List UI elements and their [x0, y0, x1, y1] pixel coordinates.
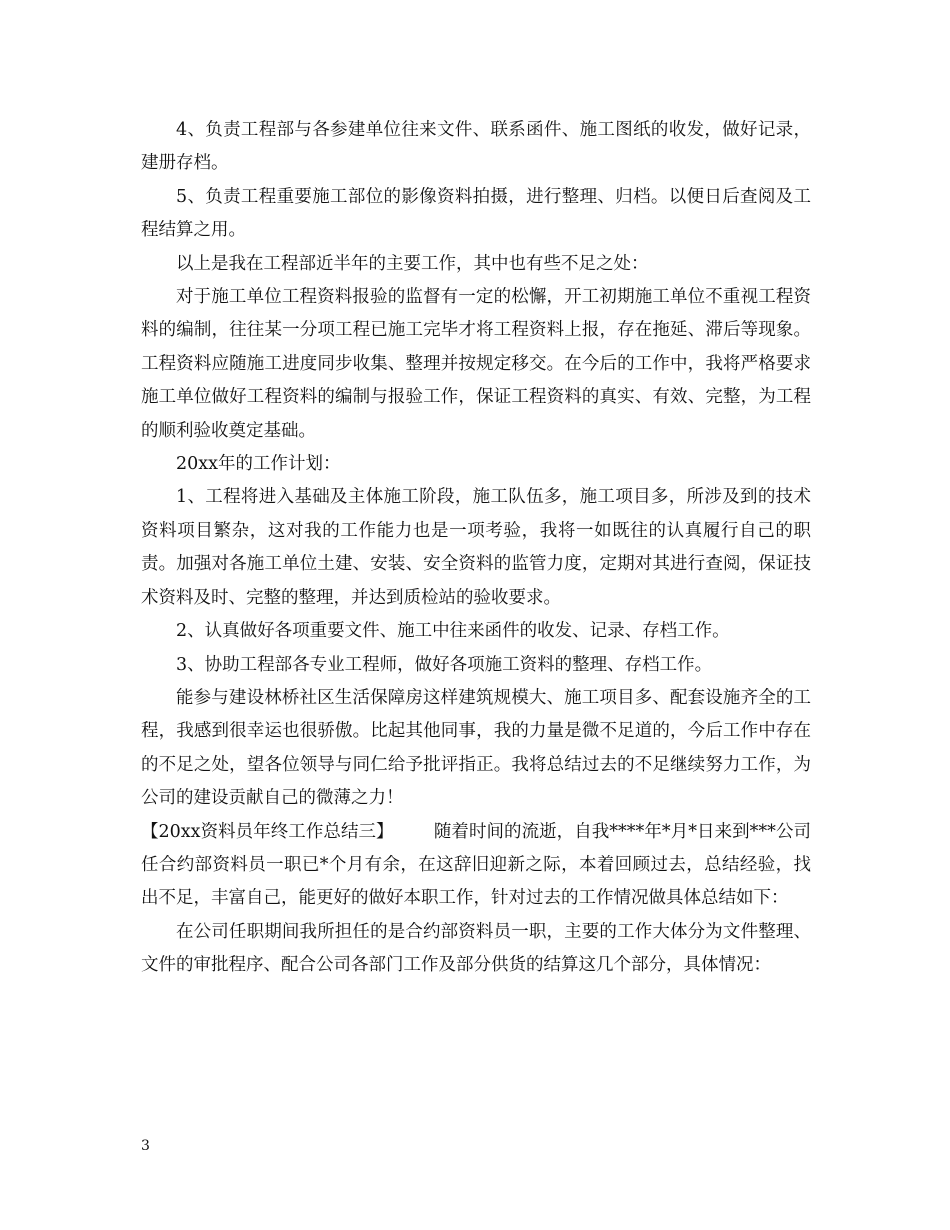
paragraph-plan-1: 1、工程将进入基础及主体施工阶段，施工队伍多，施工项目多，所涉及到的技术资料项目繁杂，这对我的工作能力也是一项考验，我将一如既往的认真履行自己的职责。加强对各施工单位土建、安装、安全资料的监管力度，定期对其进行查阅，保证技术资料及时、完整的整理，并达到质检站的验收要求。: [141, 487, 811, 608]
paragraph-item-5: 5、负责工程重要施工部位的影像资料拍摄，进行整理、归档。以便日后查阅及工程结算之用。: [141, 186, 811, 241]
section-intro-text: 随着时间的流逝，自我****年*月*日来到***公司任合约部资料员一职已*个月有余，在这辞旧迎新之际，本着回顾过去，总结经验，找出不足，丰富自己，能更好的做好本职工作，针对过去的工作情况做具体总结如下：: [141, 821, 811, 909]
paragraph-plan-2: 2、认真做好各项重要文件、施工中往来函件的收发、记录、存档工作。: [176, 621, 730, 642]
paragraph-summary-intro: 以上是我在工程部近半年的主要工作，其中也有些不足之处：: [176, 253, 649, 274]
paragraph-plan-3: 3、协助工程部各专业工程师，做好各项施工资料的整理、存档工作。: [176, 654, 713, 675]
section-heading: 【20xx资料员年终工作总结三】: [141, 821, 394, 842]
document-body: [141, 114, 811, 983]
paragraph-shortcomings: 对于施工单位工程资料报验的监督有一定的松懈，开工初期施工单位不重视工程资料的编制，往往某一分项工程已施工完毕才将工程资料上报，存在拖延、滞后等现象。工程资料应随施工进度同步收集、整理并按规定移交。在今后的工作中，我将严格要求施工单位做好工程资料的编制与报验工作，保证工程资料的真实、有效、完整，为工程的顺利验收奠定基础。: [141, 287, 811, 441]
paragraph-job-duties: 在公司任职期间我所担任的是合约部资料员一职，主要的工作大体分为文件整理、文件的审批程序、配合公司各部门工作及部分供货的结算这几个部分，具体情况：: [141, 921, 811, 976]
paragraph-item-4: 4、负责工程部与各参建单位往来文件、联系函件、施工图纸的收发，做好记录，建册存档。: [141, 120, 811, 174]
page-number: 3: [141, 1138, 150, 1154]
section-three-paragraph: [141, 816, 811, 916]
paragraph-plan-heading: 20xx年的工作计划：: [176, 454, 341, 475]
paragraph-closing-thoughts: 能参与建设林桥社区生活保障房这样建筑规模大、施工项目多、配套设施齐全的工程，我感到很幸运也很骄傲。比起其他同事，我的力量是微不足道的，今后工作中存在的不足之处，望各位领导与同仁给予批评指正。我将总结过去的不足继续努力工作，为公司的建设贡献自己的微薄之力！: [141, 687, 811, 809]
